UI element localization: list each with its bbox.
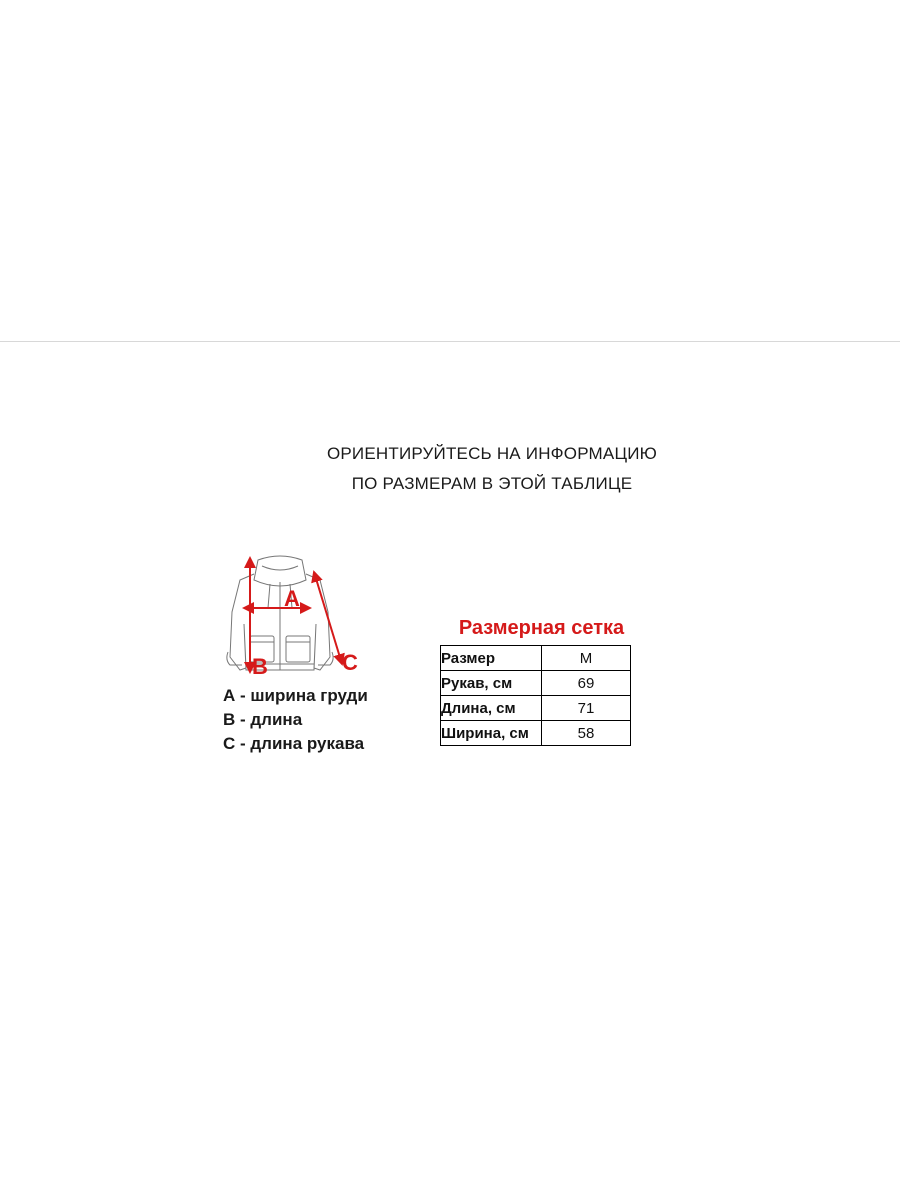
legend-chest-width: А - ширина груди [223,686,368,705]
row-value: 69 [542,671,631,696]
page-divider [0,341,900,342]
row-value: 71 [542,696,631,721]
table-row [441,671,631,696]
instruction-line-2: ПО РАЗМЕРАМ В ЭТОЙ ТАБЛИЦЕ [351,474,633,493]
row-label: Длина, см [441,696,542,721]
size-table [440,645,631,746]
jacket-measurement-diagram [210,552,370,687]
row-value: 58 [542,721,631,746]
legend-length: В - длина [223,710,303,729]
row-value: M [542,646,631,671]
instruction-line-1: ОРИЕНТИРУЙТЕСЬ НА ИНФОРМАЦИЮ [326,444,658,463]
size-table-title: Размерная сетка [458,617,625,639]
legend-sleeve-length: С - длина рукава [223,734,365,753]
arrow-c [314,572,342,664]
row-label: Размер [441,646,542,671]
row-label: Рукав, см [441,671,542,696]
label-b: B [252,654,268,679]
label-a: A [284,586,300,611]
row-label: Ширина, см [441,721,542,746]
table-row [441,696,631,721]
jacket-outline [227,556,333,670]
table-row [441,646,631,671]
table-row [441,721,631,746]
label-c: C [342,650,358,675]
